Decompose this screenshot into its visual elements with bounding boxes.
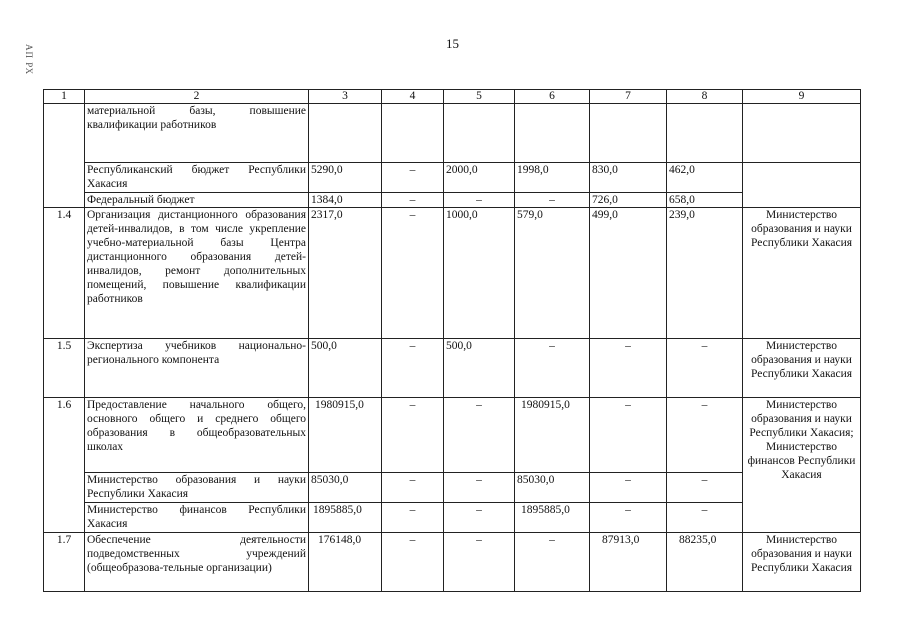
cell-value: 5290,0	[309, 163, 382, 193]
header-row	[44, 90, 861, 104]
page-number: 15	[446, 36, 459, 51]
col-header: 1	[44, 90, 85, 104]
cell-value: –	[444, 193, 515, 208]
cell-value: 85030,0	[515, 473, 590, 503]
cell-value: –	[515, 339, 590, 398]
cell-value: –	[382, 398, 444, 473]
archive-side-note: АП РХ	[24, 44, 34, 76]
cell-value	[309, 104, 382, 163]
cell-executor: Министерство образования и науки Республики Хакасия	[743, 208, 861, 339]
row-description: Предоставление начального общего, основного общего и среднего общего образования в общеобразовательных школах	[85, 398, 309, 473]
cell-value: –	[667, 503, 743, 533]
cell-value: –	[590, 398, 667, 473]
cell-value: 2317,0	[309, 208, 382, 339]
cell-value: 830,0	[590, 163, 667, 193]
cell-executor: Министерство образования и науки Республики Хакасия	[743, 533, 861, 592]
table-row	[44, 473, 861, 503]
row-description: Министерство финансов Республики Хакасия	[85, 503, 309, 533]
cell-value: 85030,0	[309, 473, 382, 503]
cell-value: 1000,0	[444, 208, 515, 339]
cell-value: –	[382, 473, 444, 503]
cell-value: –	[515, 533, 590, 592]
row-number: 1.7	[44, 533, 85, 592]
cell-value: –	[382, 193, 444, 208]
cell-value: 499,0	[590, 208, 667, 339]
col-header: 3	[309, 90, 382, 104]
cell-value: –	[667, 339, 743, 398]
col-header: 4	[382, 90, 444, 104]
cell-value: 88235,0	[667, 533, 743, 592]
cell-value: –	[667, 473, 743, 503]
col-header: 6	[515, 90, 590, 104]
cell-value: –	[590, 503, 667, 533]
row-number: 1.6	[44, 398, 85, 533]
table-row	[44, 163, 861, 193]
cell-value: –	[382, 503, 444, 533]
row-description: Обеспечение деятельности подведомственных учреждений (общеобразова-тельные организации)	[85, 533, 309, 592]
row-description: Экспертиза учебников национально-регионального компонента	[85, 339, 309, 398]
row-number	[44, 104, 85, 208]
cell-value: 1980915,0	[515, 398, 590, 473]
cell-value: –	[515, 193, 590, 208]
cell-value: –	[444, 533, 515, 592]
cell-value: –	[382, 163, 444, 193]
row-description: Организация дистанционного образования детей-инвалидов, в том числе укрепление учебно-материальной базы Центра дистанционного образования детей-инвалидов, ремонт дополнительных помещений, повышение квалификации работников	[85, 208, 309, 339]
cell-value: –	[382, 339, 444, 398]
cell-value: –	[444, 398, 515, 473]
table-row	[44, 339, 861, 398]
cell-executor: Министерство образования и науки Республики Хакасия	[743, 339, 861, 398]
cell-value: 658,0	[667, 193, 743, 208]
col-header: 9	[743, 90, 861, 104]
col-header: 2	[85, 90, 309, 104]
row-description: Республиканский бюджет Республики Хакасия	[85, 163, 309, 193]
row-description: Министерство образования и науки Республики Хакасия	[85, 473, 309, 503]
cell-executor	[743, 163, 861, 208]
row-number: 1.5	[44, 339, 85, 398]
col-header: 5	[444, 90, 515, 104]
cell-value	[444, 104, 515, 163]
cell-value: 1980915,0	[309, 398, 382, 473]
cell-value: 500,0	[444, 339, 515, 398]
row-description: Федеральный бюджет	[85, 193, 309, 208]
cell-value: –	[382, 533, 444, 592]
table-row	[44, 208, 861, 339]
cell-value: 726,0	[590, 193, 667, 208]
cell-value: –	[382, 208, 444, 339]
cell-value: 87913,0	[590, 533, 667, 592]
cell-value: 1384,0	[309, 193, 382, 208]
cell-value: 1998,0	[515, 163, 590, 193]
cell-value	[382, 104, 444, 163]
cell-executor	[743, 104, 861, 163]
cell-value: –	[590, 473, 667, 503]
cell-value: 1895885,0	[309, 503, 382, 533]
cell-value: 2000,0	[444, 163, 515, 193]
cell-value	[590, 104, 667, 163]
cell-value	[667, 104, 743, 163]
cell-value: 500,0	[309, 339, 382, 398]
table-row	[44, 104, 861, 163]
table-row	[44, 398, 861, 473]
row-number: 1.4	[44, 208, 85, 339]
cell-value	[515, 104, 590, 163]
cell-value: 579,0	[515, 208, 590, 339]
cell-value: –	[667, 398, 743, 473]
col-header: 7	[590, 90, 667, 104]
cell-value: 176148,0	[309, 533, 382, 592]
cell-value: –	[590, 339, 667, 398]
table-row	[44, 533, 861, 592]
cell-executor: Министерство образования и науки Республики Хакасия; Министерство финансов Республики Хакасия	[743, 398, 861, 533]
cell-value: –	[444, 473, 515, 503]
row-description: материальной базы, повышение квалификации работников	[85, 104, 309, 163]
program-table	[43, 89, 861, 592]
cell-value: 1895885,0	[515, 503, 590, 533]
cell-value: 462,0	[667, 163, 743, 193]
col-header: 8	[667, 90, 743, 104]
cell-value: 239,0	[667, 208, 743, 339]
table-row	[44, 193, 861, 208]
cell-value: –	[444, 503, 515, 533]
table-row	[44, 503, 861, 533]
